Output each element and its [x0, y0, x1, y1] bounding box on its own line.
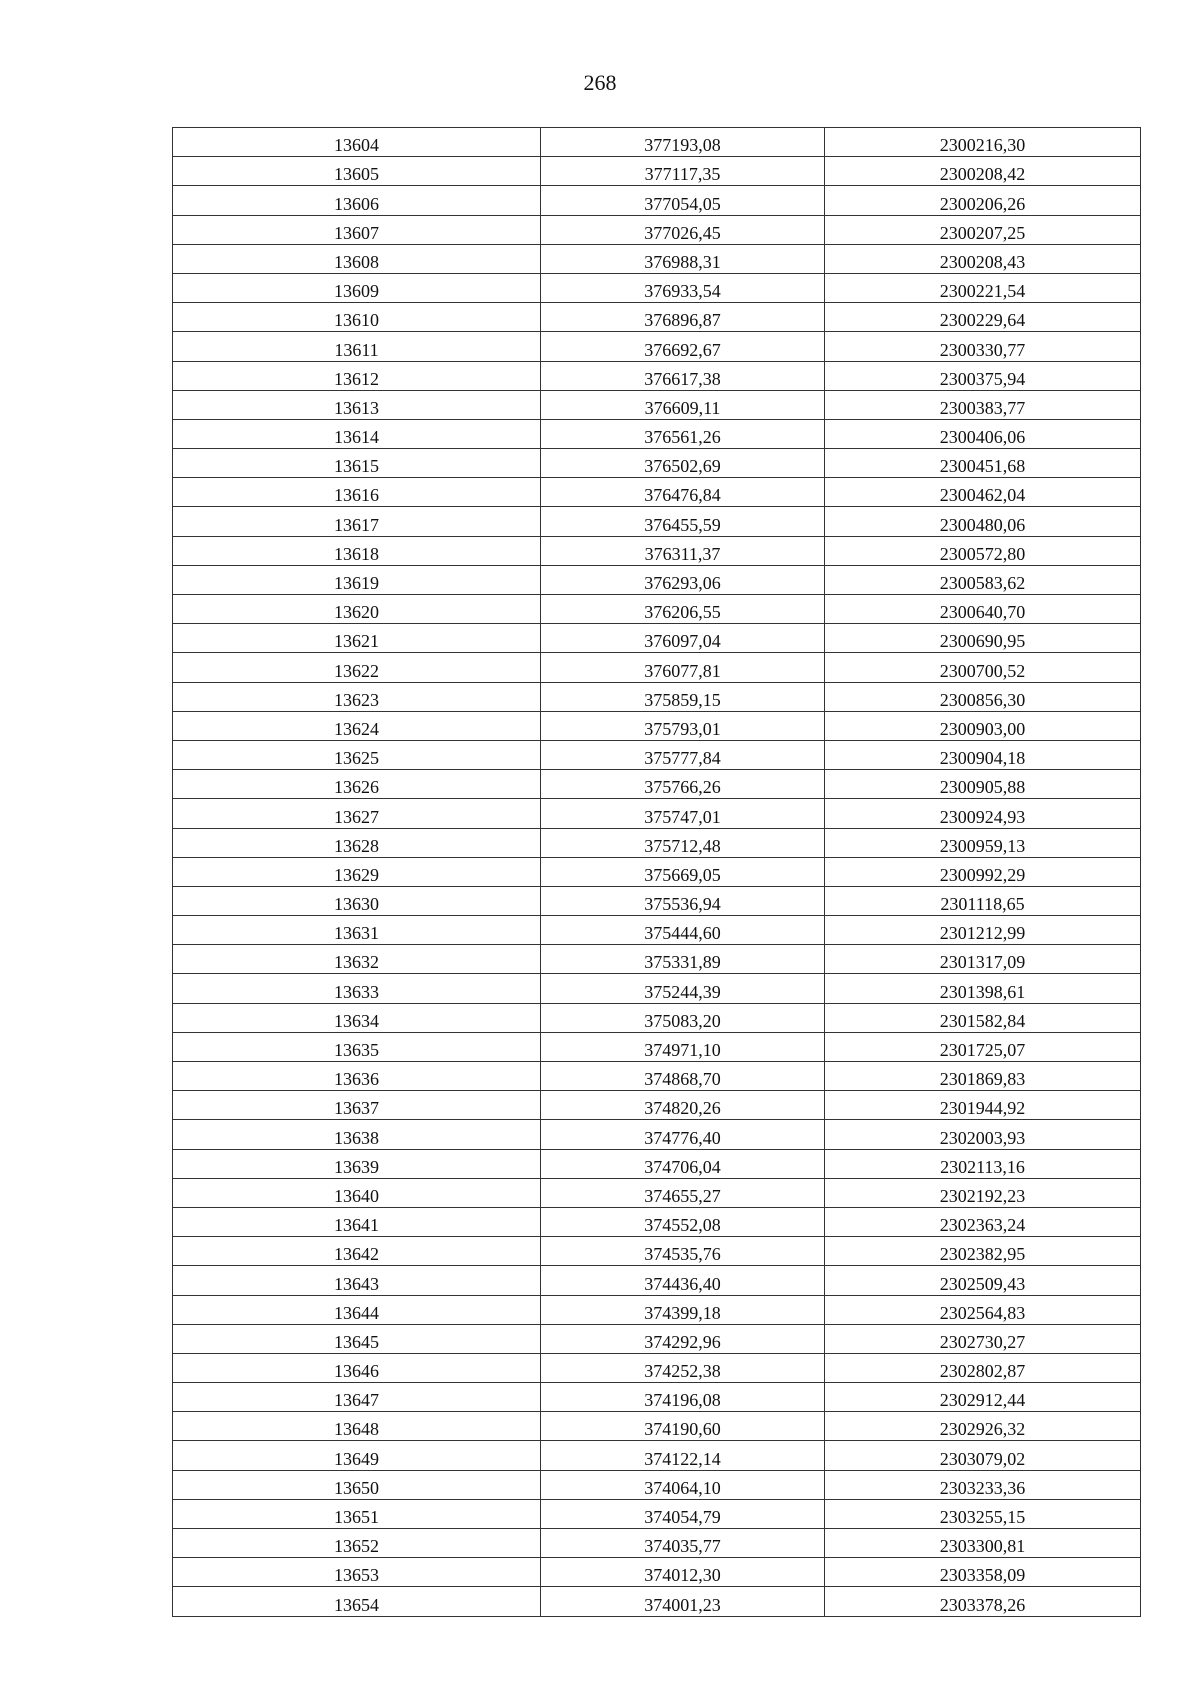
y-coordinate-cell: 2300959,13 [825, 828, 1141, 857]
table-row [173, 273, 1141, 302]
y-coordinate-cell: 2302003,93 [825, 1120, 1141, 1149]
table-row [173, 1207, 1141, 1236]
y-coordinate-cell: 2300640,70 [825, 595, 1141, 624]
table-row [173, 857, 1141, 886]
point-number-cell: 13633 [173, 974, 541, 1003]
y-coordinate-cell: 2300383,77 [825, 390, 1141, 419]
table-row [173, 770, 1141, 799]
x-coordinate-cell: 374064,10 [541, 1470, 825, 1499]
point-number-cell: 13653 [173, 1558, 541, 1587]
table-row [173, 303, 1141, 332]
point-number-cell: 13605 [173, 157, 541, 186]
table-row [173, 1120, 1141, 1149]
y-coordinate-cell: 2300462,04 [825, 478, 1141, 507]
y-coordinate-cell: 2301317,09 [825, 945, 1141, 974]
y-coordinate-cell: 2300406,06 [825, 419, 1141, 448]
x-coordinate-cell: 374706,04 [541, 1149, 825, 1178]
table-row [173, 799, 1141, 828]
x-coordinate-cell: 376692,67 [541, 332, 825, 361]
table-row [173, 1383, 1141, 1412]
x-coordinate-cell: 375793,01 [541, 711, 825, 740]
point-number-cell: 13639 [173, 1149, 541, 1178]
point-number-cell: 13636 [173, 1062, 541, 1091]
y-coordinate-cell: 2302192,23 [825, 1178, 1141, 1207]
x-coordinate-cell: 376933,54 [541, 273, 825, 302]
point-number-cell: 13607 [173, 215, 541, 244]
table-row [173, 740, 1141, 769]
y-coordinate-cell: 2300451,68 [825, 449, 1141, 478]
table-row [173, 1149, 1141, 1178]
point-number-cell: 13648 [173, 1412, 541, 1441]
table-row [173, 128, 1141, 157]
point-number-cell: 13609 [173, 273, 541, 302]
x-coordinate-cell: 377117,35 [541, 157, 825, 186]
y-coordinate-cell: 2300375,94 [825, 361, 1141, 390]
x-coordinate-cell: 374196,08 [541, 1383, 825, 1412]
table-row [173, 974, 1141, 1003]
table-row [173, 1003, 1141, 1032]
point-number-cell: 13644 [173, 1295, 541, 1324]
x-coordinate-cell: 374054,79 [541, 1499, 825, 1528]
table-row [173, 565, 1141, 594]
x-coordinate-cell: 374001,23 [541, 1587, 825, 1616]
y-coordinate-cell: 2300330,77 [825, 332, 1141, 361]
coordinates-table [172, 127, 1141, 1617]
y-coordinate-cell: 2300992,29 [825, 857, 1141, 886]
x-coordinate-cell: 374292,96 [541, 1324, 825, 1353]
y-coordinate-cell: 2300221,54 [825, 273, 1141, 302]
y-coordinate-cell: 2301725,07 [825, 1032, 1141, 1061]
x-coordinate-cell: 376561,26 [541, 419, 825, 448]
x-coordinate-cell: 376896,87 [541, 303, 825, 332]
point-number-cell: 13630 [173, 886, 541, 915]
y-coordinate-cell: 2301944,92 [825, 1091, 1141, 1120]
y-coordinate-cell: 2300903,00 [825, 711, 1141, 740]
point-number-cell: 13604 [173, 128, 541, 157]
page-number: 268 [583, 70, 617, 95]
y-coordinate-cell: 2300904,18 [825, 740, 1141, 769]
x-coordinate-cell: 375244,39 [541, 974, 825, 1003]
table-row [173, 1032, 1141, 1061]
y-coordinate-cell: 2301212,99 [825, 916, 1141, 945]
point-number-cell: 13614 [173, 419, 541, 448]
table-row [173, 682, 1141, 711]
point-number-cell: 13646 [173, 1353, 541, 1382]
table-row [173, 1266, 1141, 1295]
x-coordinate-cell: 374535,76 [541, 1237, 825, 1266]
point-number-cell: 13651 [173, 1499, 541, 1528]
x-coordinate-cell: 374252,38 [541, 1353, 825, 1382]
table-row [173, 1178, 1141, 1207]
point-number-cell: 13622 [173, 653, 541, 682]
x-coordinate-cell: 375712,48 [541, 828, 825, 857]
x-coordinate-cell: 374012,30 [541, 1558, 825, 1587]
point-number-cell: 13637 [173, 1091, 541, 1120]
x-coordinate-cell: 374655,27 [541, 1178, 825, 1207]
x-coordinate-cell: 376206,55 [541, 595, 825, 624]
x-coordinate-cell: 376097,04 [541, 624, 825, 653]
table-row [173, 1499, 1141, 1528]
coordinates-table-body [173, 128, 1141, 1617]
y-coordinate-cell: 2300905,88 [825, 770, 1141, 799]
point-number-cell: 13650 [173, 1470, 541, 1499]
point-number-cell: 13649 [173, 1441, 541, 1470]
point-number-cell: 13643 [173, 1266, 541, 1295]
table-row [173, 711, 1141, 740]
table-row [173, 624, 1141, 653]
table-row [173, 1295, 1141, 1324]
x-coordinate-cell: 376311,37 [541, 536, 825, 565]
point-number-cell: 13645 [173, 1324, 541, 1353]
table-row [173, 186, 1141, 215]
point-number-cell: 13608 [173, 244, 541, 273]
table-row [173, 1441, 1141, 1470]
y-coordinate-cell: 2302564,83 [825, 1295, 1141, 1324]
point-number-cell: 13625 [173, 740, 541, 769]
x-coordinate-cell: 375331,89 [541, 945, 825, 974]
x-coordinate-cell: 375859,15 [541, 682, 825, 711]
point-number-cell: 13654 [173, 1587, 541, 1616]
y-coordinate-cell: 2302730,27 [825, 1324, 1141, 1353]
x-coordinate-cell: 374552,08 [541, 1207, 825, 1236]
y-coordinate-cell: 2300480,06 [825, 507, 1141, 536]
table-row [173, 390, 1141, 419]
y-coordinate-cell: 2300690,95 [825, 624, 1141, 653]
table-row [173, 332, 1141, 361]
table-row [173, 215, 1141, 244]
table-row [173, 536, 1141, 565]
point-number-cell: 13611 [173, 332, 541, 361]
point-number-cell: 13632 [173, 945, 541, 974]
y-coordinate-cell: 2301582,84 [825, 1003, 1141, 1032]
table-row [173, 1529, 1141, 1558]
point-number-cell: 13638 [173, 1120, 541, 1149]
table-row [173, 886, 1141, 915]
y-coordinate-cell: 2300206,26 [825, 186, 1141, 215]
y-coordinate-cell: 2300700,52 [825, 653, 1141, 682]
y-coordinate-cell: 2302802,87 [825, 1353, 1141, 1382]
table-row [173, 244, 1141, 273]
point-number-cell: 13624 [173, 711, 541, 740]
y-coordinate-cell: 2300229,64 [825, 303, 1141, 332]
y-coordinate-cell: 2300856,30 [825, 682, 1141, 711]
point-number-cell: 13615 [173, 449, 541, 478]
point-number-cell: 13642 [173, 1237, 541, 1266]
table-row [173, 1324, 1141, 1353]
x-coordinate-cell: 376617,38 [541, 361, 825, 390]
x-coordinate-cell: 374190,60 [541, 1412, 825, 1441]
table-row [173, 1558, 1141, 1587]
x-coordinate-cell: 374868,70 [541, 1062, 825, 1091]
x-coordinate-cell: 374776,40 [541, 1120, 825, 1149]
x-coordinate-cell: 376502,69 [541, 449, 825, 478]
table-row [173, 507, 1141, 536]
y-coordinate-cell: 2301398,61 [825, 974, 1141, 1003]
table-row [173, 1587, 1141, 1616]
point-number-cell: 13617 [173, 507, 541, 536]
x-coordinate-cell: 377054,05 [541, 186, 825, 215]
x-coordinate-cell: 376988,31 [541, 244, 825, 273]
table-row [173, 595, 1141, 624]
x-coordinate-cell: 374820,26 [541, 1091, 825, 1120]
x-coordinate-cell: 375083,20 [541, 1003, 825, 1032]
table-row [173, 653, 1141, 682]
x-coordinate-cell: 376455,59 [541, 507, 825, 536]
y-coordinate-cell: 2302382,95 [825, 1237, 1141, 1266]
point-number-cell: 13610 [173, 303, 541, 332]
point-number-cell: 13635 [173, 1032, 541, 1061]
x-coordinate-cell: 374122,14 [541, 1441, 825, 1470]
y-coordinate-cell: 2303358,09 [825, 1558, 1141, 1587]
y-coordinate-cell: 2300572,80 [825, 536, 1141, 565]
table-row [173, 361, 1141, 390]
point-number-cell: 13606 [173, 186, 541, 215]
x-coordinate-cell: 376476,84 [541, 478, 825, 507]
table-row [173, 916, 1141, 945]
point-number-cell: 13620 [173, 595, 541, 624]
point-number-cell: 13616 [173, 478, 541, 507]
y-coordinate-cell: 2300583,62 [825, 565, 1141, 594]
y-coordinate-cell: 2300208,42 [825, 157, 1141, 186]
table-row [173, 1237, 1141, 1266]
point-number-cell: 13631 [173, 916, 541, 945]
table-row [173, 449, 1141, 478]
table-row [173, 945, 1141, 974]
x-coordinate-cell: 376077,81 [541, 653, 825, 682]
x-coordinate-cell: 374436,40 [541, 1266, 825, 1295]
y-coordinate-cell: 2303300,81 [825, 1529, 1141, 1558]
y-coordinate-cell: 2301118,65 [825, 886, 1141, 915]
point-number-cell: 13647 [173, 1383, 541, 1412]
x-coordinate-cell: 377193,08 [541, 128, 825, 157]
y-coordinate-cell: 2300216,30 [825, 128, 1141, 157]
x-coordinate-cell: 375766,26 [541, 770, 825, 799]
table-row [173, 478, 1141, 507]
y-coordinate-cell: 2303378,26 [825, 1587, 1141, 1616]
x-coordinate-cell: 377026,45 [541, 215, 825, 244]
x-coordinate-cell: 376609,11 [541, 390, 825, 419]
y-coordinate-cell: 2303079,02 [825, 1441, 1141, 1470]
y-coordinate-cell: 2302926,32 [825, 1412, 1141, 1441]
x-coordinate-cell: 375777,84 [541, 740, 825, 769]
point-number-cell: 13612 [173, 361, 541, 390]
x-coordinate-cell: 376293,06 [541, 565, 825, 594]
point-number-cell: 13629 [173, 857, 541, 886]
y-coordinate-cell: 2303255,15 [825, 1499, 1141, 1528]
y-coordinate-cell: 2302113,16 [825, 1149, 1141, 1178]
table-row [173, 1470, 1141, 1499]
y-coordinate-cell: 2301869,83 [825, 1062, 1141, 1091]
point-number-cell: 13640 [173, 1178, 541, 1207]
point-number-cell: 13618 [173, 536, 541, 565]
point-number-cell: 13652 [173, 1529, 541, 1558]
y-coordinate-cell: 2302509,43 [825, 1266, 1141, 1295]
point-number-cell: 13628 [173, 828, 541, 857]
y-coordinate-cell: 2303233,36 [825, 1470, 1141, 1499]
point-number-cell: 13627 [173, 799, 541, 828]
y-coordinate-cell: 2300207,25 [825, 215, 1141, 244]
y-coordinate-cell: 2302912,44 [825, 1383, 1141, 1412]
table-row [173, 419, 1141, 448]
table-row [173, 157, 1141, 186]
x-coordinate-cell: 375747,01 [541, 799, 825, 828]
point-number-cell: 13641 [173, 1207, 541, 1236]
y-coordinate-cell: 2302363,24 [825, 1207, 1141, 1236]
point-number-cell: 13623 [173, 682, 541, 711]
table-row [173, 1091, 1141, 1120]
y-coordinate-cell: 2300208,43 [825, 244, 1141, 273]
table-row [173, 1353, 1141, 1382]
x-coordinate-cell: 374971,10 [541, 1032, 825, 1061]
point-number-cell: 13626 [173, 770, 541, 799]
point-number-cell: 13621 [173, 624, 541, 653]
x-coordinate-cell: 374035,77 [541, 1529, 825, 1558]
x-coordinate-cell: 374399,18 [541, 1295, 825, 1324]
table-row [173, 1412, 1141, 1441]
table-row [173, 1062, 1141, 1091]
x-coordinate-cell: 375444,60 [541, 916, 825, 945]
table-row [173, 828, 1141, 857]
point-number-cell: 13619 [173, 565, 541, 594]
x-coordinate-cell: 375669,05 [541, 857, 825, 886]
point-number-cell: 13634 [173, 1003, 541, 1032]
x-coordinate-cell: 375536,94 [541, 886, 825, 915]
y-coordinate-cell: 2300924,93 [825, 799, 1141, 828]
point-number-cell: 13613 [173, 390, 541, 419]
